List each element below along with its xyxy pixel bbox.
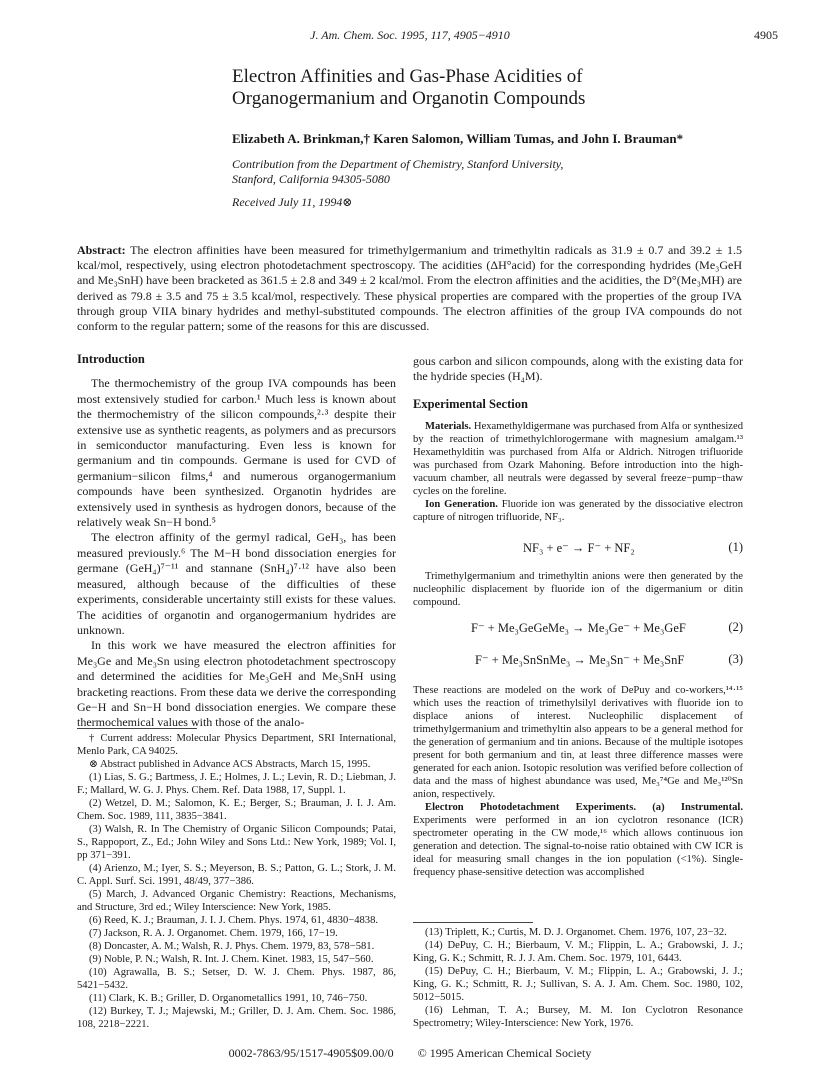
ion-generation-label: Ion Generation. <box>425 499 498 510</box>
footnote: † Current address: Molecular Physics Department, SRI International, Menlo Park, CA 94025. <box>77 733 396 757</box>
materials-label: Materials. <box>425 421 472 432</box>
ion-generation-text: Fluoride ion was generated by the dissociative electron capture of nitrogen trifluoride, NF₃. <box>413 499 743 523</box>
abstract <box>77 243 742 334</box>
left-column <box>77 352 396 731</box>
photodetachment-paragraph <box>413 801 743 879</box>
equation-3-number: (3) <box>728 652 743 666</box>
photodetachment-text: Experiments were performed in an ion cyclotron resonance (ICR) spectrometer operating in the CW mode,¹⁶ which allows continuous ion generation and detection. The signal-to-noise ratio obtained with CW ICR is ideal for measuring small changes in the ion population (<1%). Single-frequency phase-sensitive detection was accomplished <box>413 815 743 878</box>
depuy-paragraph: These reactions are modeled on the work of DePuy and co-workers,¹⁴·¹⁵ which uses the reaction of trimethylsilyl derivatives with fluoride ion to displace anions of interest. Nucleophilic displacement of trimethylgermanium and trimethyltin also appears to be a general method for the generation of germanium and tin anions. Because of the multiple isotopes present for both germanium and tin, at least three difference masses were generated for each anion. Isotopic resolution was verified before collection of data and the mass of highest abundance was used, Me₃⁷⁴Ge and Me₃¹²⁰Sn anion, respectively. <box>413 685 743 800</box>
affiliation-line-2: Stanford, California 94305-5080 <box>232 172 390 186</box>
right-column-top <box>413 354 743 412</box>
page-number: 4905 <box>754 28 778 42</box>
reference: (6) Reed, K. J.; Brauman, J. I. J. Chem. Phys. 1974, 61, 4830−4838. <box>89 915 379 926</box>
received-date: Received July 11, 1994⊗ <box>232 195 353 209</box>
author-list: Elizabeth A. Brinkman,† Karen Salomon, William Tumas, and John I. Brauman* <box>232 131 684 146</box>
copyright: © 1995 American Chemical Society <box>417 1046 592 1060</box>
reference: (14) DePuy, C. H.; Bierbaum, V. M.; Flippin, L. A.; Grabowski, J. J.; King, G. K.; Schmitt, R. J. J. Am. Chem. Soc. 1979, 101, 6443. <box>413 940 743 964</box>
materials-paragraph <box>413 420 743 498</box>
introduction-heading: Introduction <box>77 352 145 366</box>
reference: (2) Wetzel, D. M.; Salomon, K. E.; Berger, S.; Brauman, J. I. J. Am. Chem. Soc. 1989, 111, 3835−3841. <box>77 798 396 822</box>
equation-2-number: (2) <box>728 620 743 634</box>
reference: (16) Lehman, T. A.; Bursey, M. M. Ion Cyclotron Resonance Spectrometry; Wiley-Interscience: New York, 1976. <box>413 1005 743 1029</box>
equation-3 <box>413 652 743 670</box>
equation-2-body: F⁻ + Me₃GeGeMe₃ → Me₃Ge⁻ + Me₃GeF <box>471 621 686 635</box>
after-equation-1 <box>413 570 743 609</box>
equation-1-number: (1) <box>728 540 743 554</box>
abstract-label: Abstract: <box>77 243 126 257</box>
reference: (3) Walsh, R. In The Chemistry of Organic Silicon Compounds; Patai, S., Rappoport, Z., Ed.; John Wiley and Sons Ltd.: New York, 1989; Vol. I, pp 371−391. <box>77 824 396 861</box>
reference: (10) Agrawalla, B. S.; Setser, D. W. J. Chem. Phys. 1987, 86, 5421−5432. <box>77 967 396 991</box>
intro-paragraph-1: The thermochemistry of the group IVA compounds has been most extensively studied for carbon.¹ Much less is known about the thermochemistry of the silicon compounds,²·³ despite their extensive use as synthetic reagents, as polymers and as precursors in semiconductor manufacturing. Even less is known for germanium and tin compounds. Germane is used for CVD of germanium−silicon films,⁴ and numerous organogermanium compounds have been synthesized. Organotin hydrides are extensively used in synthesis as hydrogen donors, because of the relatively weak Sn−H bond.⁵ <box>77 376 396 530</box>
reference: (15) DePuy, C. H.; Bierbaum, V. M.; Flippin, L. A.; Grabowski, J. J.; King, G. K.; Schmitt, R. J.; Sullivan, S. A. J. Am. Chem. Soc. 1980, 102, 5012−5015. <box>413 966 743 1003</box>
reference: (7) Jackson, R. A. J. Organomet. Chem. 1979, 166, 17−19. <box>89 928 338 939</box>
affiliation-line-1: Contribution from the Department of Chemistry, Stanford University, <box>232 157 564 171</box>
right-footnotes <box>413 926 743 1030</box>
page-footer <box>0 1046 820 1061</box>
footnote-rule-left <box>77 728 197 729</box>
reference: (11) Clark, K. B.; Griller, D. Organometallics 1991, 10, 746−750. <box>89 993 368 1004</box>
reference: (5) March, J. Advanced Organic Chemistry: Reactions, Mechanisms, and Structure, 3rd ed.; Wiley Interscience: New York, 1985. <box>77 889 396 913</box>
reference: (8) Doncaster, A. M.; Walsh, R. J. Phys. Chem. 1979, 83, 578−581. <box>89 941 375 952</box>
reference: (4) Arienzo, M.; Iyer, S. S.; Meyerson, B. S.; Patton, G. L.; Stork, J. M. C. Appl. Surf. Sci. 1991, 48/49, 377−386. <box>77 863 396 887</box>
experimental-heading: Experimental Section <box>413 396 528 411</box>
anion-generation-paragraph: Trimethylgermanium and trimethyltin anions were then generated by the nucleophilic displacement by fluoride ion of the digermanium or ditin compound. <box>413 571 743 608</box>
article-title <box>232 66 752 110</box>
reference: (13) Triplett, K.; Curtis, M. D. J. Organomet. Chem. 1976, 107, 23−32. <box>425 927 727 938</box>
footnote: ⊗ Abstract published in Advance ACS Abstracts, March 15, 1995. <box>89 759 371 770</box>
ion-generation-paragraph <box>413 498 743 524</box>
reference: (9) Noble, P. N.; Walsh, R. Int. J. Chem. Kinet. 1983, 15, 547−560. <box>89 954 374 965</box>
abstract-text: The electron affinities have been measured for trimethylgermanium and trimethyltin radicals as 31.9 ± 0.7 and 39.2 ± 1.5 kcal/mol, respectively, using electron photodetachment spectroscopy. The acidities (ΔH°acid) for the corresponding hydrides (Me₃GeH and Me₃SnH) have been bracketed as 361.5 ± 2.8 and 349 ± 2 kcal/mol. From the electron affinities and the acidities, the D°(Me₃MH) are derived as 79.8 ± 3.5 and 75 ± 3.5 kcal/mol, respectively. These physical properties are compared with the properties of the group IVA through group VIIA binary hydrides and methyl-substituted compounds. The electron affinities of the group IVA compounds do not conform to the regular pattern; some of the reasons for this are discussed. <box>77 243 742 334</box>
intro-paragraph-3: In this work we have measured the electron affinities for Me₃Ge and Me₃Sn using electron photodetachment spectroscopy and determined the acidities for Me₃GeH and Me₃SnH using bracketing reactions. From these data we derive the corresponding Ge−H and Sn−H bond dissociation energies. We compare these thermochemical values with those of the analo- <box>77 638 396 730</box>
intro-paragraph-2: The electron affinity of the germyl radical, GeH₃, has been measured previously.⁶ The M−H bond dissociation energies for germane (GeH₄)⁷⁻¹¹ and stannane (SnH₄)⁷·¹² have also been measured, although because of the difficulties of these experiments, considerable uncertainty still exists for these values. The acidities of organotin and organogermanium hydrides are unknown. <box>77 530 396 637</box>
photodetachment-label: Electron Photodetachment Experiments. (a) Instrumental. <box>425 802 743 813</box>
title-line-1: Electron Affinities and Gas-Phase Acidities of <box>232 66 583 87</box>
footnote-rule-right <box>413 922 533 923</box>
title-line-2: Organogermanium and Organotin Compounds <box>232 88 586 109</box>
article-code: 0002-7863/95/1517-4905$09.00/0 <box>228 1046 394 1060</box>
reference: (12) Burkey, T. J.; Majewski, M.; Griller, D. J. Am. Chem. Soc. 1986, 108, 2218−2221. <box>77 1006 396 1030</box>
materials-text: Hexamethyldigermane was purchased from Alfa or synthesized by the reaction of trimethylchlorogermane with magnesium amalgam.¹³ Hexamethylditin was purchased from Alfa or Aldrich. Nitrogen trifluoride was purchased from Ozark Mahoning. Before introduction into the high-vacuum chamber, all neutrals were degassed by several freeze−pump−thaw cycles on the foreline. <box>413 421 744 497</box>
left-footnotes <box>77 732 396 1031</box>
equation-2 <box>413 620 743 638</box>
reference: (1) Lias, S. G.; Bartmess, J. E.; Holmes, J. L.; Levin, R. D.; Liebman, J. F.; Mallard, W. G. J. Phys. Chem. Ref. Data 1988, 17, Suppl. 1. <box>77 772 396 796</box>
intro-continuation: gous carbon and silicon compounds, along with the existing data for the hydride species (H₄M). <box>413 354 743 384</box>
equation-1 <box>413 540 743 558</box>
affiliation <box>232 157 752 187</box>
equation-3-body: F⁻ + Me₃SnSnMe₃ → Me₃Sn⁻ + Me₃SnF <box>475 653 685 667</box>
equation-1-body: NF₃ + e⁻ → F⁻ + NF₂ <box>523 541 635 555</box>
running-head-citation: J. Am. Chem. Soc. 1995, 117, 4905−4910 <box>310 28 510 42</box>
materials-section <box>413 420 743 524</box>
after-equation-3 <box>413 684 743 879</box>
